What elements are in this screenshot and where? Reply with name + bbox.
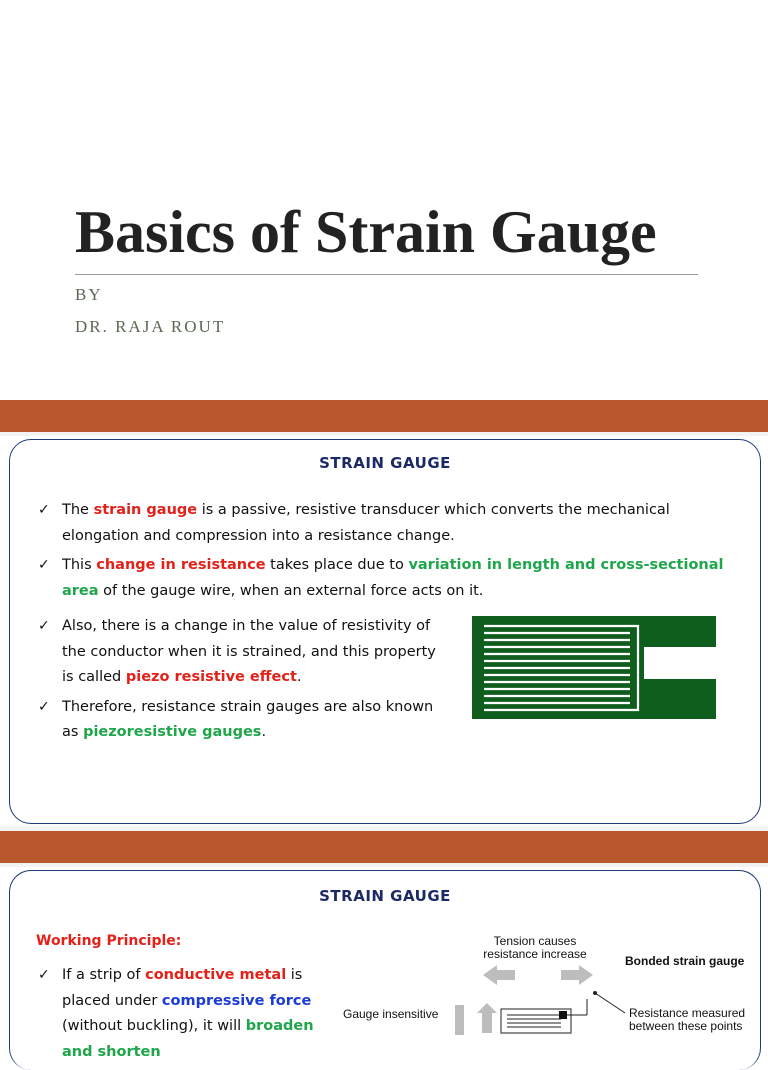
slide-working-principle (9, 870, 761, 1070)
slide-gap (0, 432, 768, 436)
author-name: DR. RAJA ROUT (75, 317, 226, 336)
bullet-text: of the gauge wire, when an external force acts on it. (98, 582, 484, 599)
bullet-text: is placed under (62, 967, 303, 1009)
slide-separator-bar (0, 831, 768, 863)
strain-gauge-foil-image (472, 616, 726, 720)
bullet-text: If a strip of (62, 967, 146, 983)
checkmark-icon: ✓ (38, 502, 50, 518)
tension-arrow-left-icon (483, 965, 515, 985)
bullet-item (38, 614, 448, 691)
highlight-green: broaden and shorten (62, 1018, 314, 1060)
slide-strain-gauge-definition (9, 439, 761, 824)
bullet-item (38, 963, 328, 1065)
highlight-green: piezoresistive gauges (83, 724, 262, 740)
tension-arrow-right-icon (561, 965, 593, 985)
bonded-strain-gauge-diagram (325, 929, 765, 1033)
bullet-text: is a passive, resistive transducer which converts the mechanical elongation and compression into a resistance change. (62, 502, 670, 544)
diagram-label: Gauge insensitive (343, 1007, 439, 1021)
bullet-text: Therefore, resistance strain gauges are also known as (62, 698, 434, 740)
bullet-text: The (62, 502, 94, 518)
slide-heading: STRAIN GAUGE (319, 887, 451, 905)
highlight-green: variation in length and cross-sectional area (62, 557, 724, 599)
bullet-item (38, 553, 738, 604)
presentation-title: Basics of Strain Gauge (75, 199, 657, 265)
title-divider (75, 274, 698, 275)
title-slide (0, 0, 768, 400)
bullet-text: . (261, 724, 267, 740)
slide-gap (0, 863, 768, 867)
bullet-text: This (62, 557, 97, 573)
working-principle-label: Working Principle: (36, 933, 182, 949)
checkmark-icon: ✓ (38, 967, 50, 983)
bullet-item (38, 498, 738, 549)
bullet-list-top (38, 498, 738, 608)
highlight-red: piezo resistive effect (125, 669, 297, 685)
bullet-text: (without buckling), it will (62, 1018, 246, 1034)
bullet-list-left (38, 614, 448, 750)
bullet-item (38, 695, 448, 746)
diagram-label: Resistance measured (629, 1006, 746, 1020)
slide-heading: STRAIN GAUGE (319, 454, 451, 472)
bullet-text: takes place due to (265, 557, 409, 573)
checkmark-icon: ✓ (38, 618, 50, 634)
slide-separator-bar (0, 400, 768, 432)
diagram-label: Tension causes (493, 934, 577, 948)
highlight-red: change in resistance (96, 557, 266, 573)
bullet-text: Also, there is a change in the value of resistivity of the conductor when it is strained, and this property is called (62, 618, 436, 685)
checkmark-icon: ✓ (38, 698, 50, 715)
bullet-list-working (38, 963, 328, 1069)
diagram-label: Bonded strain gauge (625, 954, 745, 968)
bullet-text: . (296, 669, 302, 685)
checkmark-icon: ✓ (38, 557, 50, 573)
diagram-label: resistance increase (483, 947, 587, 961)
highlight-red: conductive metal (145, 967, 287, 983)
subtitle-by: BY (75, 285, 103, 304)
highlight-blue: compressive force (161, 992, 312, 1009)
highlight-red: strain gauge (93, 502, 198, 518)
diagram-label: between these points (629, 1019, 743, 1033)
